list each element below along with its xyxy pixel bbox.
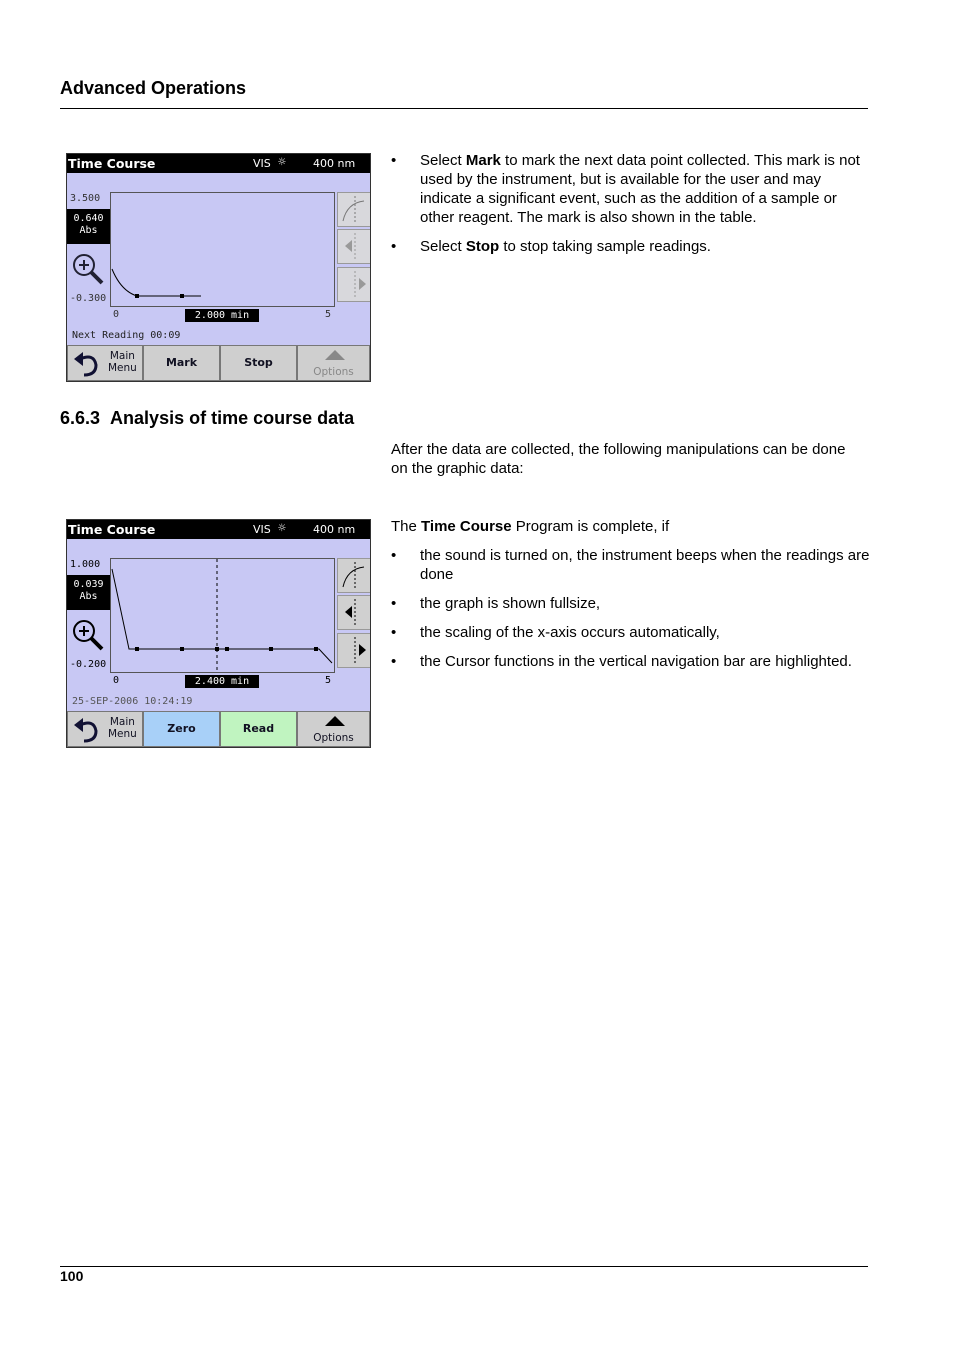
cursor-left-button[interactable] <box>337 595 371 630</box>
footer-rule <box>60 1266 868 1267</box>
cursor-left-button[interactable] <box>337 229 371 264</box>
time-course-plot <box>110 192 335 307</box>
arrow-left-icon <box>338 596 370 629</box>
complete-intro: The Time Course Program is complete, if <box>391 518 670 535</box>
next-reading-timer: Next Reading 00:09 <box>72 330 181 341</box>
reading-value: 0.640 <box>73 213 104 224</box>
lamp-icon: ☼ <box>278 521 286 536</box>
options-button[interactable] <box>297 345 370 381</box>
y-axis-max: 3.500 <box>70 193 101 204</box>
section-number: 6.6.3 <box>60 408 101 428</box>
list-item: • the Cursor functions in the vertical navigation bar are highlighted. <box>391 653 852 670</box>
chevron-up-icon <box>325 350 345 360</box>
screen1-instructions <box>391 151 871 266</box>
main-menu-line1: Main <box>109 350 135 362</box>
options-button[interactable] <box>297 711 370 747</box>
options-label: Options <box>313 366 354 378</box>
page-number: 100 <box>60 1268 84 1284</box>
wavelength-label: 400 nm <box>313 157 356 170</box>
zero-button[interactable]: Zero <box>143 711 220 747</box>
x-axis-max: 5 <box>325 309 332 320</box>
x-axis-max: 5 <box>325 675 332 686</box>
arrow-right-icon <box>338 268 370 301</box>
x-cursor-value: 2.000 min <box>185 309 259 322</box>
options-label: Options <box>313 732 354 744</box>
curve-icon <box>338 193 370 226</box>
curve-view-button[interactable] <box>337 558 371 593</box>
plot-curve <box>111 559 334 672</box>
time-course-plot <box>110 558 335 673</box>
back-arrow-icon <box>72 349 102 379</box>
timestamp: 25-SEP-2006 10:24:19 <box>72 696 193 707</box>
y-axis-min: -0.200 <box>70 659 107 670</box>
x-cursor-value: 2.400 min <box>185 675 259 688</box>
current-reading <box>67 209 110 244</box>
data-point <box>215 647 219 651</box>
curve-icon <box>338 559 370 592</box>
screen2-instructions <box>391 517 871 681</box>
lamp-icon: ☼ <box>278 155 286 170</box>
plot-curve <box>111 193 334 306</box>
section-heading <box>60 408 354 429</box>
main-menu-button[interactable] <box>67 345 143 381</box>
screen-title: Time Course <box>68 156 156 171</box>
data-point <box>269 647 273 651</box>
main-menu-line2: Menu <box>108 728 137 740</box>
page-header-title: Advanced Operations <box>60 78 247 98</box>
instrument-screen-running <box>66 153 371 382</box>
reading-unit: Abs <box>79 591 98 602</box>
cursor-right-button[interactable] <box>337 633 371 668</box>
screen-button-row <box>67 711 370 747</box>
data-point <box>314 647 318 651</box>
arrow-left-icon <box>338 230 370 263</box>
arrow-right-icon <box>338 634 370 667</box>
screen-titlebar <box>67 520 370 539</box>
chevron-up-icon <box>325 716 345 726</box>
data-point <box>225 647 229 651</box>
section-title: Analysis of time course data <box>110 408 355 428</box>
main-menu-line1: Main <box>109 716 135 728</box>
bullet-mark: • Select Mark to mark the next data point collected. This mark is not used by the instrument, but is available for the user and may indicate a significant event, such as the addition of a sample or other reagent. The mark is also shown in the table. <box>391 152 860 226</box>
curve-view-button[interactable] <box>337 192 371 227</box>
zoom-icon[interactable] <box>71 252 105 286</box>
list-item: • the graph is shown fullsize, <box>391 595 601 612</box>
section-intro: After the data are collected, the following manipulations can be done on the graphic data: <box>391 441 846 477</box>
complete-conditions <box>391 546 871 671</box>
data-point <box>180 294 184 298</box>
header-rule <box>60 108 868 109</box>
current-reading <box>67 575 110 610</box>
data-point <box>180 647 184 651</box>
wavelength-label: 400 nm <box>313 523 356 536</box>
main-menu-line2: Menu <box>108 362 137 374</box>
read-button[interactable]: Read <box>220 711 297 747</box>
zoom-icon[interactable] <box>71 618 105 652</box>
screen-button-row <box>67 345 370 381</box>
mode-label: VIS <box>253 523 271 536</box>
bullet-stop: • Select Stop to stop taking sample readings. <box>391 238 711 255</box>
data-point <box>135 294 139 298</box>
list-item: • the sound is turned on, the instrument beeps when the readings are done <box>391 547 870 583</box>
y-axis-min: -0.300 <box>70 293 107 304</box>
mode-label: VIS <box>253 157 271 170</box>
cursor-right-button[interactable] <box>337 267 371 302</box>
stop-button[interactable]: Stop <box>220 345 297 381</box>
y-axis-max: 1.000 <box>70 559 101 570</box>
instrument-screen-complete <box>66 519 371 748</box>
reading-value: 0.039 <box>73 579 104 590</box>
screen-title: Time Course <box>68 522 156 537</box>
data-point <box>135 647 139 651</box>
screen-titlebar <box>67 154 370 173</box>
list-item: • the scaling of the x-axis occurs automatically, <box>391 624 720 641</box>
reading-unit: Abs <box>79 225 98 236</box>
back-arrow-icon <box>72 715 102 745</box>
mark-button[interactable]: Mark <box>143 345 220 381</box>
main-menu-button[interactable] <box>67 711 143 747</box>
x-axis-min: 0 <box>113 675 120 686</box>
x-axis-min: 0 <box>113 309 120 320</box>
